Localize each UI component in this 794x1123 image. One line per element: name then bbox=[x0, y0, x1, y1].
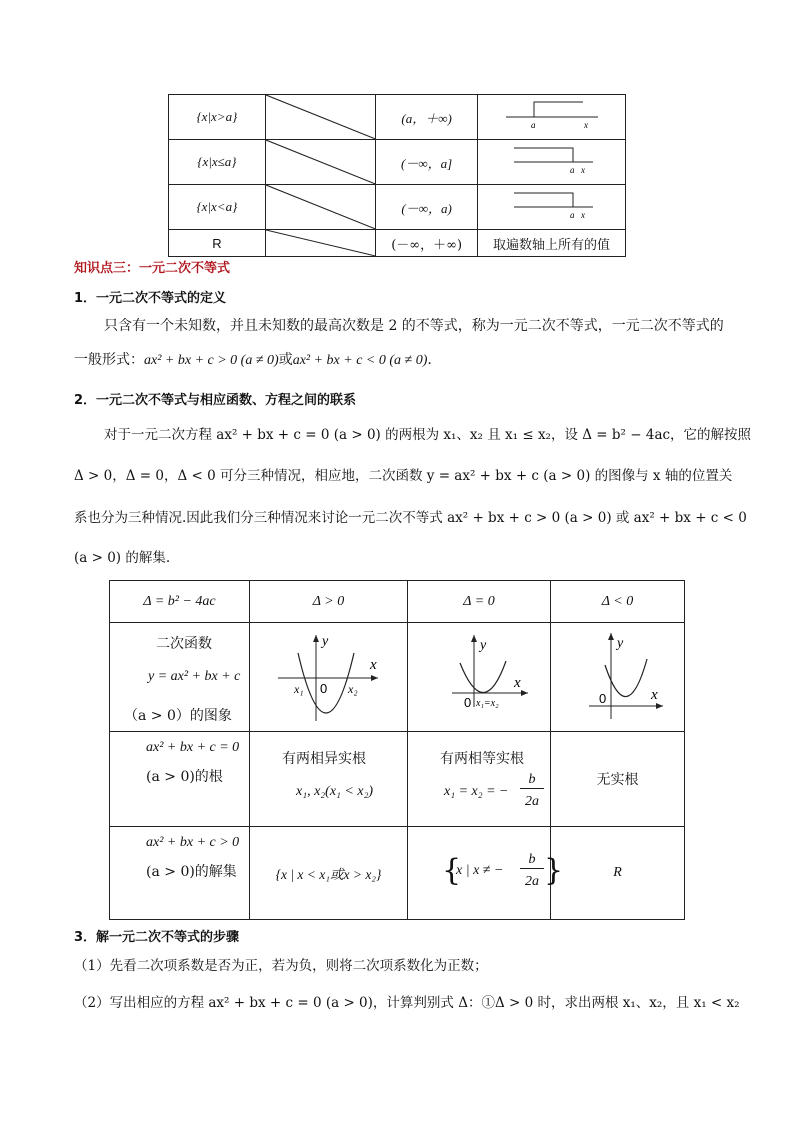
number-line-cell bbox=[477, 185, 625, 230]
roots-cell bbox=[408, 732, 551, 827]
axis-label-a: a bbox=[569, 165, 575, 175]
label-line: y = ax² + bx + c bbox=[148, 669, 241, 684]
axis-label-x: x bbox=[583, 120, 588, 130]
paragraph-line: Δ > 0，Δ = 0，Δ < 0 可分三种情况，相应地，二次函数 y = ax² + bx + c (a > 0) 的图像与 x 轴的位置关 bbox=[74, 468, 733, 484]
diagonal-cell bbox=[265, 230, 376, 257]
parabola-no-root-graph bbox=[551, 623, 684, 727]
root-label-x1: x₁ bbox=[294, 682, 304, 696]
header-cell: Δ > 0 bbox=[250, 581, 408, 623]
diagonal-cell bbox=[265, 95, 376, 140]
root-label-x2: x₂ bbox=[348, 682, 358, 696]
cell-line: x₁, x₂(x₁ < x₂) bbox=[296, 784, 374, 799]
quadratic-table bbox=[109, 580, 685, 920]
row-label-cell bbox=[110, 827, 250, 920]
set-cell: R bbox=[169, 230, 266, 257]
axis-label-x: x bbox=[651, 687, 658, 703]
axis-label-y: y bbox=[322, 634, 329, 649]
table-row bbox=[110, 732, 685, 827]
table-row bbox=[110, 581, 685, 623]
paragraph-line: （2）写出相应的方程 ax² + bx + c = 0 (a > 0)，计算判别式 Δ：①Δ > 0 时，求出两根 x₁、x₂，且 x₁ < x₂ bbox=[74, 995, 740, 1011]
row-label-cell bbox=[110, 732, 250, 827]
interval-cell: (－∞，＋∞) bbox=[376, 230, 478, 257]
paragraph-line: 只含有一个未知数，并且未知数的最高次数是 2 的不等式，称为一元二次不等式，一元二次不等式的 bbox=[104, 318, 724, 334]
origin-label: 0 bbox=[320, 681, 328, 696]
fraction-denominator: 2a bbox=[525, 874, 539, 889]
roots-cell: 无实根 bbox=[551, 732, 685, 827]
fraction-denominator: 2a bbox=[525, 794, 539, 809]
diagonal-cell bbox=[265, 140, 376, 185]
paragraph-line: 对于一元二次方程 ax² + bx + c = 0 (a > 0) 的两根为 x₁、x₂ 且 x₁ ≤ x₂，设 Δ = b² − 4ac，它的解按照 bbox=[104, 427, 752, 443]
set-cell: {x|x<a} bbox=[169, 185, 266, 230]
axis-label-a: a bbox=[530, 120, 536, 130]
brace-right: } bbox=[544, 853, 564, 888]
diagonal-line bbox=[266, 185, 376, 229]
solution-cell: {x | x < x₁或x > x₂} bbox=[250, 827, 408, 920]
table-row bbox=[169, 230, 626, 257]
brace-left: { bbox=[442, 853, 462, 888]
graph-cell bbox=[250, 623, 408, 732]
diagonal-line bbox=[266, 140, 376, 184]
set-builder: x | x ≠ − bbox=[456, 863, 504, 878]
diagonal-line bbox=[266, 95, 376, 139]
diagonal-cell bbox=[265, 185, 376, 230]
formula: ax² + bx + c < 0 (a ≠ 0) bbox=[292, 353, 428, 368]
axis-label-x: x bbox=[580, 210, 585, 220]
section-title: 知识点三：一元二次不等式 bbox=[74, 261, 231, 276]
parabola-one-root-graph bbox=[408, 623, 550, 727]
fraction-numerator: b bbox=[520, 772, 544, 789]
origin-label: 0 bbox=[464, 695, 472, 710]
axis-label-y: y bbox=[617, 636, 624, 651]
table-row bbox=[169, 140, 626, 185]
parabola-two-roots-graph bbox=[250, 623, 407, 727]
table-row bbox=[169, 185, 626, 230]
text: 或 bbox=[278, 352, 293, 368]
label-line: ax² + bx + c = 0 bbox=[146, 740, 240, 755]
diagonal-line bbox=[266, 230, 376, 256]
roots-cell bbox=[250, 732, 408, 827]
label-line: (a > 0)的根 bbox=[146, 769, 223, 785]
header-cell: Δ = 0 bbox=[408, 581, 551, 623]
label-line: （a > 0）的图象 bbox=[124, 708, 232, 724]
interval-table bbox=[168, 94, 626, 257]
subsection-title: 3．解一元二次不等式的步骤 bbox=[74, 930, 240, 945]
number-line-graph bbox=[478, 185, 625, 225]
subsection-title: 2．一元二次不等式与相应函数、方程之间的联系 bbox=[74, 393, 357, 408]
paragraph-line bbox=[74, 350, 432, 371]
solution-cell bbox=[408, 827, 564, 920]
paragraph-line: (a > 0) 的解集. bbox=[74, 550, 171, 566]
fraction-numerator: b bbox=[520, 852, 544, 869]
table-row bbox=[169, 95, 626, 140]
paragraph-line: （1）先看二次项系数是否为正，若为负，则将二次项系数化为正数； bbox=[74, 958, 488, 974]
formula: ax² + bx + c > 0 (a ≠ 0) bbox=[144, 353, 279, 368]
number-line-cell bbox=[477, 140, 625, 185]
cell-line: 有两相等实根 bbox=[440, 751, 524, 767]
row-label-cell bbox=[110, 623, 250, 732]
solution-cell: R bbox=[551, 827, 685, 920]
header-cell: Δ = b² − 4ac bbox=[110, 581, 250, 623]
interval-cell: (－∞，a) bbox=[376, 185, 478, 230]
graph-cell bbox=[408, 623, 551, 732]
axis-label-a: a bbox=[569, 210, 575, 220]
paragraph-line: 系也分为三种情况.因此我们分三种情况来讨论一元二次不等式 ax² + bx + c > 0 (a > 0) 或 ax² + bx + c < 0 bbox=[74, 510, 747, 526]
graph-cell bbox=[551, 623, 685, 732]
number-line-graph bbox=[478, 95, 625, 135]
label-line: ax² + bx + c > 0 bbox=[146, 835, 240, 850]
axis-label-x: x bbox=[370, 657, 377, 673]
number-line-graph bbox=[478, 140, 625, 180]
axis-label-x: x bbox=[514, 675, 521, 691]
cell-line: 有两相异实根 bbox=[282, 751, 366, 767]
axis-label-y: y bbox=[480, 638, 487, 653]
interval-cell: (－∞，a] bbox=[376, 140, 478, 185]
number-line-cell bbox=[477, 95, 625, 140]
formula-lhs: x₁ = x₂ = − bbox=[444, 784, 509, 799]
origin-label: 0 bbox=[599, 691, 607, 706]
root-label: x₁=x₂ bbox=[476, 698, 499, 709]
label-line: 二次函数 bbox=[156, 636, 212, 652]
header-cell: Δ < 0 bbox=[551, 581, 685, 623]
description-cell: 取遍数轴上所有的值 bbox=[477, 230, 625, 257]
subsection-title: 1．一元二次不等式的定义 bbox=[74, 291, 227, 306]
table-row bbox=[110, 827, 685, 920]
text: . bbox=[427, 352, 432, 368]
set-cell: {x|x>a} bbox=[169, 95, 266, 140]
interval-cell: (a，＋∞) bbox=[376, 95, 478, 140]
axis-label-x: x bbox=[580, 165, 585, 175]
text: 一般形式： bbox=[74, 352, 144, 368]
set-cell: {x|x≤a} bbox=[169, 140, 266, 185]
table-row bbox=[110, 623, 685, 732]
label-line: (a > 0)的解集 bbox=[146, 864, 237, 880]
